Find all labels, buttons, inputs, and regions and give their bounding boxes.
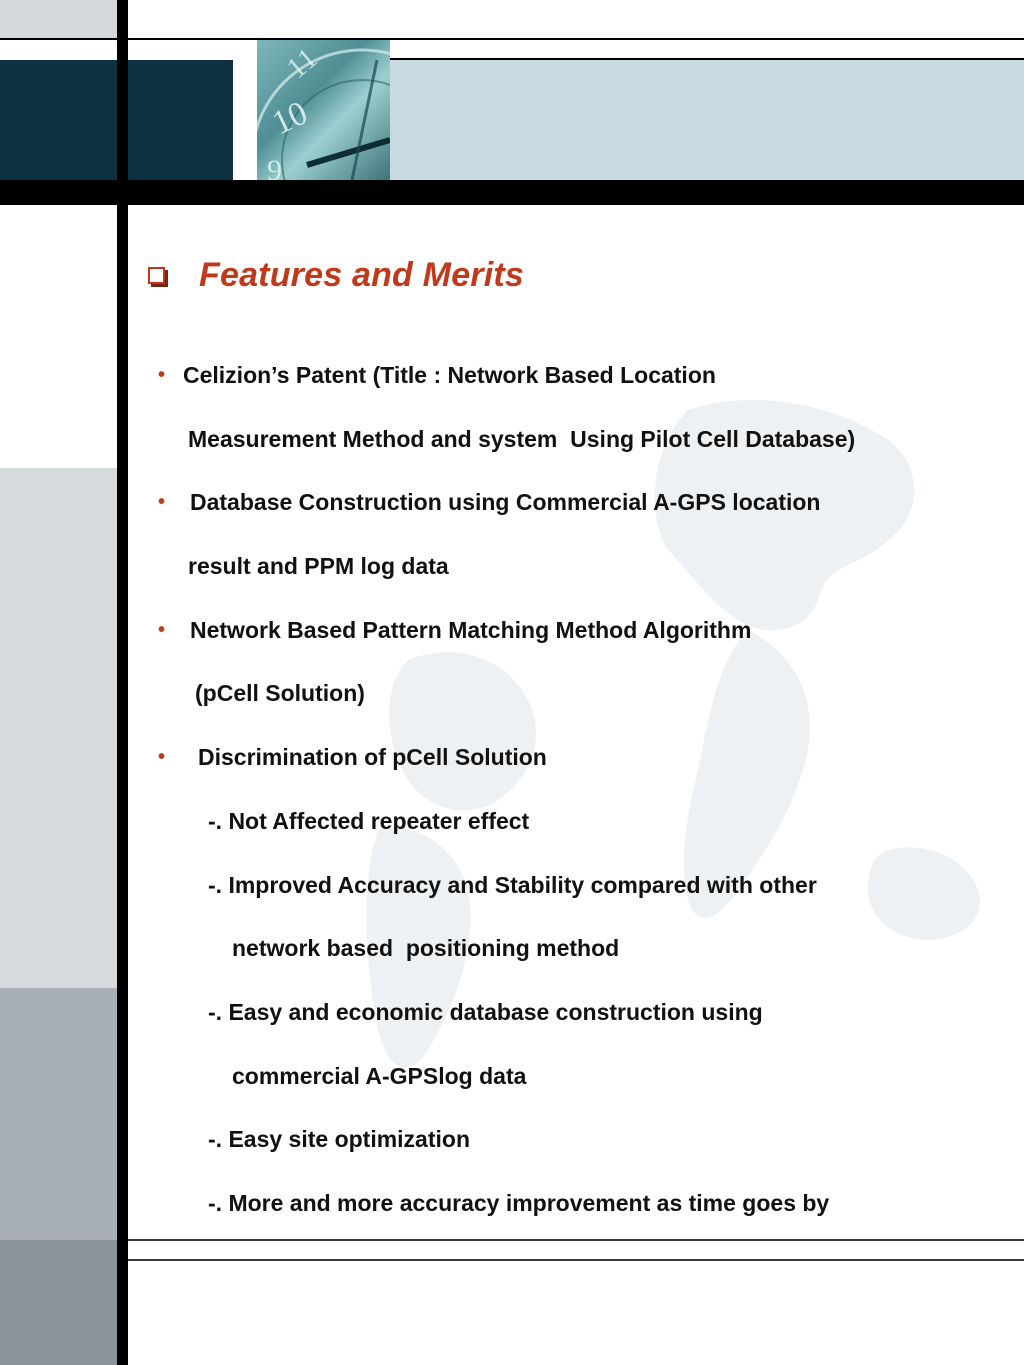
bullet-dot-icon: •: [158, 364, 166, 386]
header-thin-band: [390, 40, 1024, 60]
world-map-watermark: [128, 330, 1024, 1230]
header-light-block: [390, 60, 1024, 180]
clock-face-image: [257, 40, 390, 180]
slide-title-row: [148, 250, 524, 300]
sub-item-continuation: commercial A-GPSlog data: [232, 1063, 527, 1089]
header-gap: [233, 60, 257, 180]
sub-item: -. Easy site optimization: [208, 1126, 470, 1152]
bullet-text: Database Construction using Commercial A-GPS location: [190, 489, 821, 515]
bullet-text: Discrimination of pCell Solution: [198, 744, 547, 770]
sub-item-continuation: network based positioning method: [232, 935, 620, 961]
header-bottom-bar: [0, 180, 1024, 205]
sub-item: -. More and more accuracy improvement as time goes by: [208, 1190, 830, 1216]
left-strip-block: [0, 468, 117, 988]
bullet-dot-icon: •: [158, 746, 166, 768]
svg-text:10: 10: [266, 94, 314, 143]
bullet-text-continuation: Measurement Method and system Using Pilot Cell Database): [188, 426, 856, 452]
bullet-text: Network Based Pattern Matching Method Algorithm: [190, 617, 752, 643]
clock-face-graphic: [257, 40, 390, 180]
left-strip-block: [0, 988, 117, 1240]
sub-item: -. Easy and economic database construction using: [208, 999, 763, 1025]
sub-item: -. Improved Accuracy and Stability compared with other: [208, 872, 817, 898]
svg-text:9: 9: [267, 154, 282, 180]
left-strip-block: [0, 205, 117, 468]
bullet-text-continuation: result and PPM log data: [188, 553, 449, 579]
bullet-text-continuation: (pCell Solution): [195, 680, 365, 706]
header-top-line: [0, 38, 1024, 40]
header-top-band: [0, 40, 257, 60]
slide-title: Features and Merits: [199, 255, 525, 294]
bullet-dot-icon: •: [158, 491, 166, 513]
footer-line: [128, 1259, 1024, 1261]
left-strip-block: [0, 0, 117, 40]
footer-line: [128, 1239, 1024, 1241]
checkbox-square-icon: [148, 267, 165, 284]
bullet-dot-icon: •: [158, 619, 166, 641]
sub-item: -. Not Affected repeater effect: [208, 808, 530, 834]
svg-text:11: 11: [280, 41, 324, 86]
bullet-text: Celizion’s Patent (Title : Network Based Location: [183, 362, 716, 388]
vertical-divider-bar: [117, 0, 128, 1365]
left-strip-block: [0, 1240, 117, 1365]
